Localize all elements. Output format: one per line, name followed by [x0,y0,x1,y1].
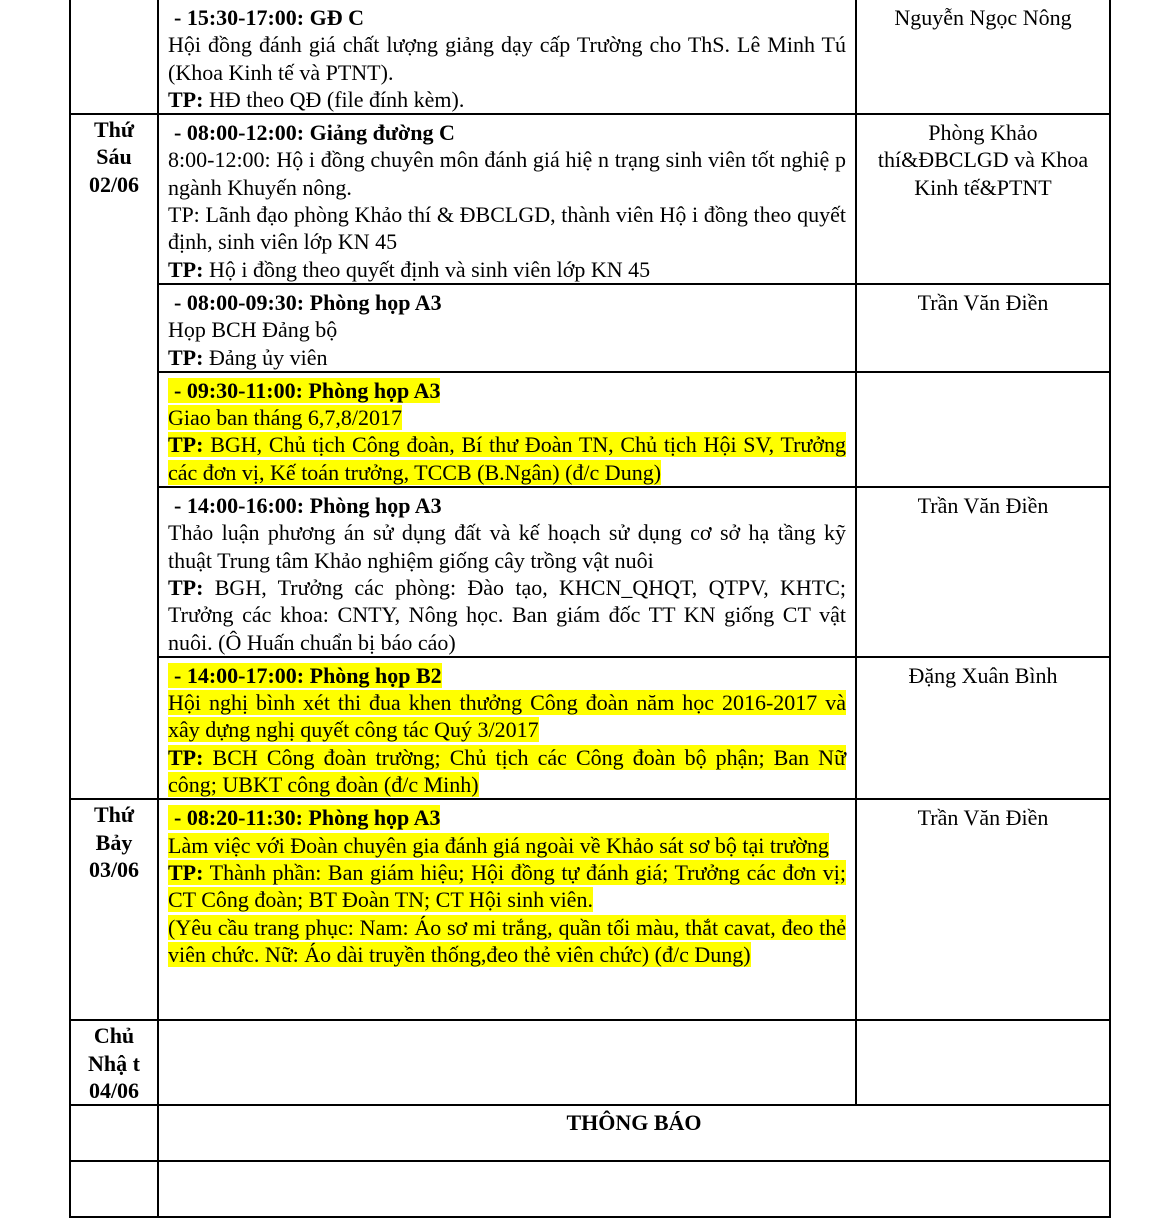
tp-label: TP: [168,344,204,370]
event-desc: Hội nghị bình xét thi đua khen thưởng Công đoàn năm học 2016-2017 và xây dựng nghị quyết công tác Quý 3/2017 [168,690,846,743]
tp-text: BGH, Trưởng các phòng: Đào tạo, KHCN_QHQT, QTPV, KHTC; Trưởng các khoa: CNTY, Nông học. Ban giám đốc TT KN giống CT vật nuôi. (Ô Huấn chuẩn bị báo cáo) [168,574,846,655]
tp-text: BGH, Chủ tịch Công đoàn, Bí thư Đoàn TN, Chủ tịch Hội SV, Trưởng các đơn vị, Kế toán trưởng, TCCB (B.Ngân) (đ/c Dung) [168,432,846,485]
tp-text: BCH Công đoàn trường; Chủ tịch các Công đoàn bộ phận; Ban Nữ công; UBKT công đoàn (đ/c Minh) [168,744,846,798]
day-label: Chủ [93,1023,135,1049]
event-time: - 09:30-11:00: Phòng họp A3 [168,378,440,403]
person-cell: Trần Văn Điền [856,284,1110,372]
empty-cell [158,1161,1110,1217]
tp-text: HĐ theo QĐ (file đính kèm). [203,86,465,112]
event-desc: Hội đồng đánh giá chất lượng giảng dạy cấp Trường cho ThS. Lê Minh Tú (Khoa Kinh tế và PTNT). [168,32,846,85]
empty-cell [70,1105,158,1161]
day-date: 04/06 [88,1077,140,1103]
tp-label: TP: [168,256,204,282]
event-desc: Thảo luận phương án sử dụng đất và kế hoạch sử dụng cơ sở hạ tầng kỹ thuật Trung tâm Khảo nghiệm giống cây trồng vật nuôi [168,520,846,573]
event-desc: Họp BCH Đảng bộ [168,317,338,343]
table-row [70,1105,1110,1161]
event-time: - 08:20-11:30: Phòng họp A3 [168,805,440,830]
event-cell [158,487,856,657]
table-row [70,372,1110,487]
person-cell: Nguyễn Ngọc Nông [856,0,1110,114]
tp-text: Hộ i đồng theo quyết định và sinh viên lớp KN 45 [203,256,651,282]
table-row [70,799,1110,1020]
person-cell: Trần Văn Điền [856,487,1110,657]
table-row [70,284,1110,372]
event-time: - 08:00-09:30: Phòng họp A3 [174,289,442,315]
tp-label: TP: [168,859,204,885]
event-time: - 08:00-12:00: Giảng đường C [174,120,455,146]
table-row [70,487,1110,657]
tp-label: TP: [168,744,204,770]
table-row [70,1161,1110,1217]
event-desc: 8:00-12:00: Hộ i đồng chuyên môn đánh giá hiệ n trạng sinh viên tốt nghiệ p ngành Khuyến nông. [168,147,846,200]
event-cell [158,372,856,487]
day-label: Sáu [96,144,132,170]
day-cell-saturday [70,799,158,1020]
day-label: Thứ [93,117,135,143]
day-label: Nhậ t [88,1050,140,1076]
schedule-table [69,0,1111,1218]
event-cell [158,114,856,284]
event-cell [158,657,856,799]
person-cell: Phòng Khảo thí&ĐBCLGD và Khoa Kinh tế&PTNT [856,114,1110,284]
table-row [70,114,1110,284]
event-note: (Yêu cầu trang phục: Nam: Áo sơ mi trắng, quần tối màu, thắt cavat, đeo thẻ viên chức. Nữ: Áo dài truyền thống,đeo thẻ viên chức) (đ/c Dung) [168,914,846,967]
table-row [70,1020,1110,1105]
event-desc: TP: Lãnh đạo phòng Khảo thí & ĐBCLGD, thành viên Hộ i đồng theo quyết định, sinh viên lớp KN 45 [168,202,846,255]
event-desc: Giao ban tháng 6,7,8/2017 [168,405,403,431]
tp-text: Thành phần: Ban giám hiệu; Hội đồng tự đánh giá; Trưởng các đơn vị; CT Công đoàn; BT Đoàn TN; CT Hội sinh viên. [168,859,846,913]
event-cell [158,284,856,372]
person-cell: Trần Văn Điền [856,799,1110,1020]
table-row [70,657,1110,799]
table-row [70,0,1110,114]
event-cell [158,0,856,114]
event-time: - 14:00-17:00: Phòng họp B2 [168,663,442,688]
event-time: - 15:30-17:00: GĐ C [174,5,365,30]
event-desc: Làm việc với Đoàn chuyên gia đánh giá ngoài về Khảo sát sơ bộ tại trường [168,832,829,858]
tp-text: Đảng ủy viên [203,344,328,370]
person-cell [856,1020,1110,1105]
tp-label: TP: [168,432,204,458]
event-cell [158,799,856,1020]
tp-label: TP: [168,574,204,600]
day-cell-friday [70,114,158,799]
person-cell: Đặng Xuân Bình [856,657,1110,799]
event-cell [158,1020,856,1105]
day-cell [70,0,158,114]
notice-title: THÔNG BÁO [158,1105,1110,1161]
day-label: Bảy [95,829,133,855]
day-date: 02/06 [88,171,140,197]
day-label: Thứ [93,802,135,828]
day-cell-sunday [70,1020,158,1105]
tp-label: TP: [168,86,204,112]
person-cell [856,372,1110,487]
day-date: 03/06 [88,856,140,882]
event-time: - 14:00-16:00: Phòng họp A3 [174,493,442,519]
empty-cell [70,1161,158,1217]
